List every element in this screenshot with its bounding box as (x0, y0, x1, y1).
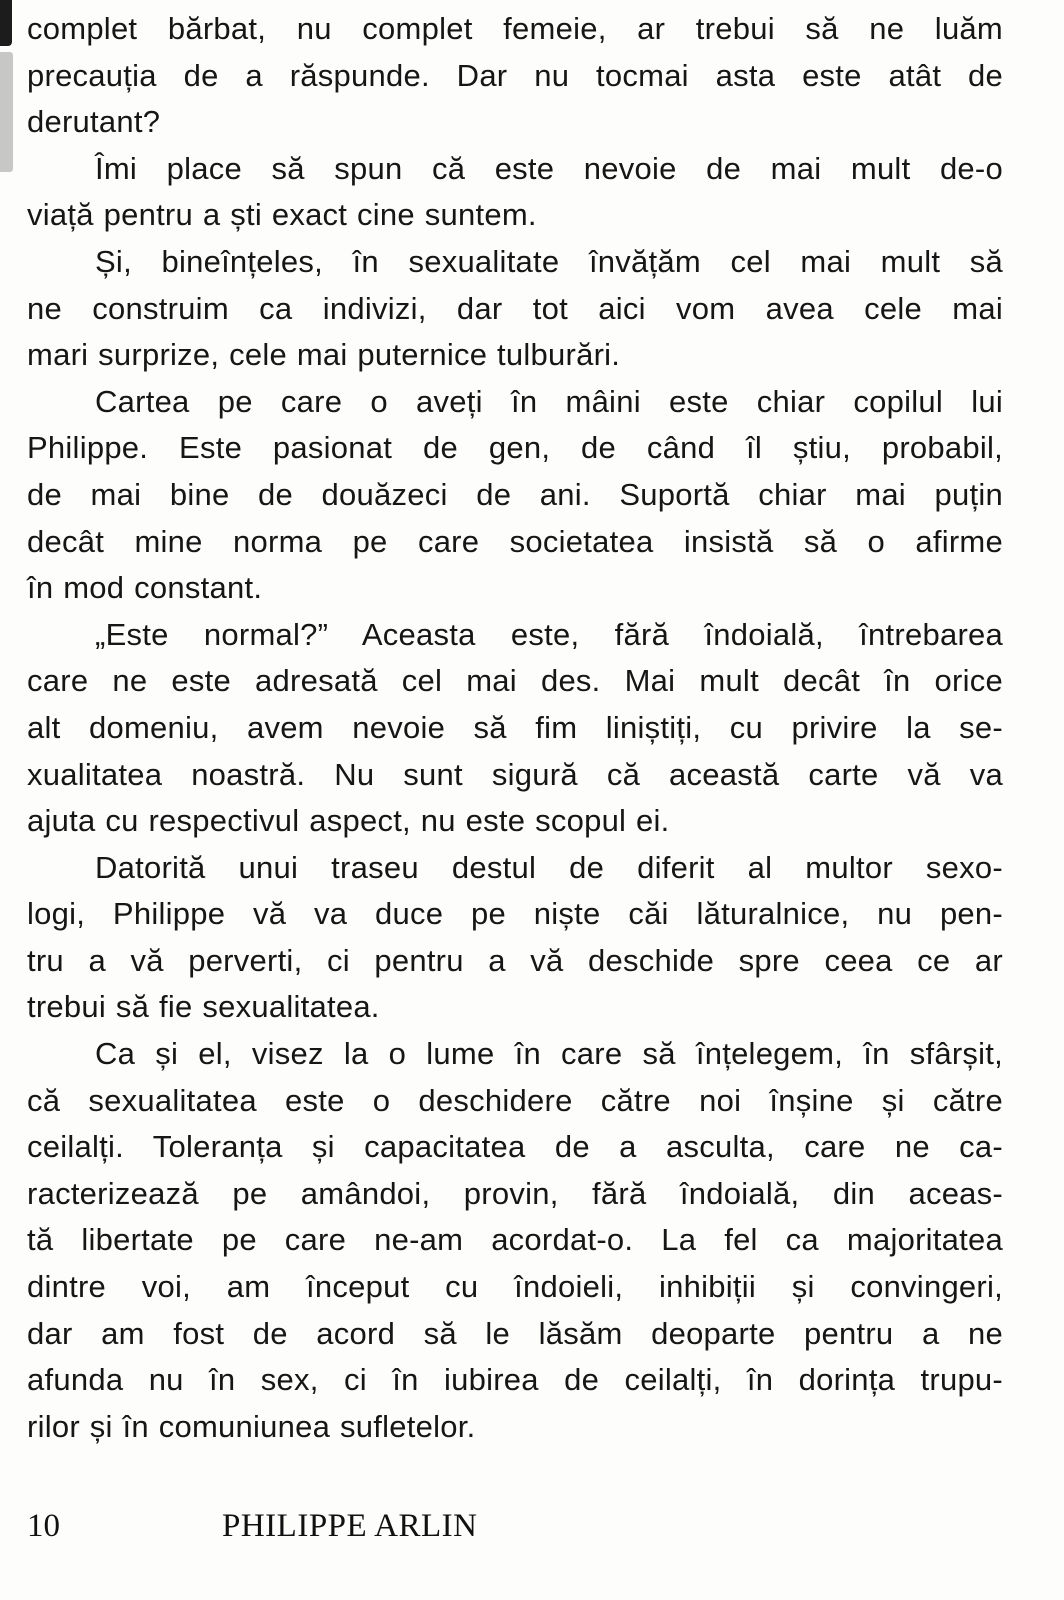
text-line: care ne este adresată cel mai des. Mai mult decât în orice (27, 663, 1003, 699)
running-header-author: PHILIPPE ARLIN (222, 1508, 478, 1544)
text-line: complet bărbat, nu complet femeie, ar trebui să ne luăm (27, 11, 1003, 46)
text-line: Philippe. Este pasionat de gen, de când îl știu, probabil, (27, 430, 1003, 466)
text-line: dintre voi, am început cu îndoieli, inhibiții și convingeri, (27, 1269, 1003, 1305)
paragraph (27, 6, 1003, 146)
paragraph (27, 379, 1003, 612)
paragraph (27, 612, 1003, 845)
text-line: alt domeniu, avem nevoie să fim liniștiți, cu privire la se- (27, 709, 1003, 745)
text-line: logi, Philippe vă va duce pe niște căi lăturalnice, nu pen- (27, 896, 1003, 932)
text-line: trebui să fie sexualitatea. (27, 989, 380, 1025)
paragraph (27, 146, 1003, 239)
text-line: Cartea pe care o aveți în mâini este chiar copilul lui (95, 383, 1003, 419)
text-line: rilor și în comuniunea sufletelor. (27, 1408, 476, 1444)
paragraph (27, 239, 1003, 379)
scan-artifact-gray (0, 52, 13, 172)
text-line: „Este normal?” Aceasta este, fără îndoială, întrebarea (95, 616, 1003, 652)
text-line: dar am fost de acord să le lăsăm deoparte pentru a ne (27, 1315, 1003, 1351)
text-line: Datorită unui traseu destul de diferit al multor sexo- (95, 849, 1003, 885)
text-line: mari surprize, cele mai puternice tulburări. (27, 337, 621, 373)
text-line: ne construim ca indivizi, dar tot aici vom avea cele mai (27, 290, 1003, 326)
text-line: în mod constant. (27, 570, 263, 606)
text-line: Îmi place să spun că este nevoie de mai mult de-o (95, 150, 1003, 186)
text-line: ceilalți. Toleranța și capacitatea de a asculta, care ne ca- (27, 1129, 1003, 1165)
text-line: tă libertate pe care ne-am acordat-o. La fel ca majoritatea (27, 1222, 1003, 1258)
text-line: racterizează pe amândoi, provin, fără îndoială, din aceas- (27, 1175, 1003, 1211)
text-line: Și, bineînțeles, în sexualitate învățăm cel mai mult să (95, 243, 1003, 279)
text-line: derutant? (27, 104, 161, 140)
text-block (27, 6, 1003, 1450)
paragraph (27, 845, 1003, 1031)
text-line: precauția de a răspunde. Dar nu tocmai asta este atât de (27, 57, 1003, 93)
text-line: decât mine norma pe care societatea insistă să o afirme (27, 523, 1003, 559)
text-line: de mai bine de douăzeci de ani. Suportă chiar mai puțin (27, 476, 1003, 512)
page-number: 10 (27, 1508, 60, 1544)
text-line: xualitatea noastră. Nu sunt sigură că această carte vă va (27, 756, 1003, 792)
scan-artifact-dark (0, 0, 12, 46)
text-line: ajuta cu respectivul aspect, nu este scopul ei. (27, 803, 670, 839)
paragraph (27, 1031, 1003, 1450)
text-line: Ca și el, visez la o lume în care să înțelegem, în sfârșit, (95, 1036, 1003, 1072)
text-line: afunda nu în sex, ci în iubirea de ceilalți, în dorința trupu- (27, 1362, 1003, 1398)
text-line: că sexualitatea este o deschidere către noi înșine și către (27, 1082, 1003, 1118)
page-footer (0, 1508, 1064, 1558)
text-line: viață pentru a ști exact cine suntem. (27, 197, 537, 233)
text-line: tru a vă perverti, ci pentru a vă deschide spre ceea ce ar (27, 942, 1003, 978)
